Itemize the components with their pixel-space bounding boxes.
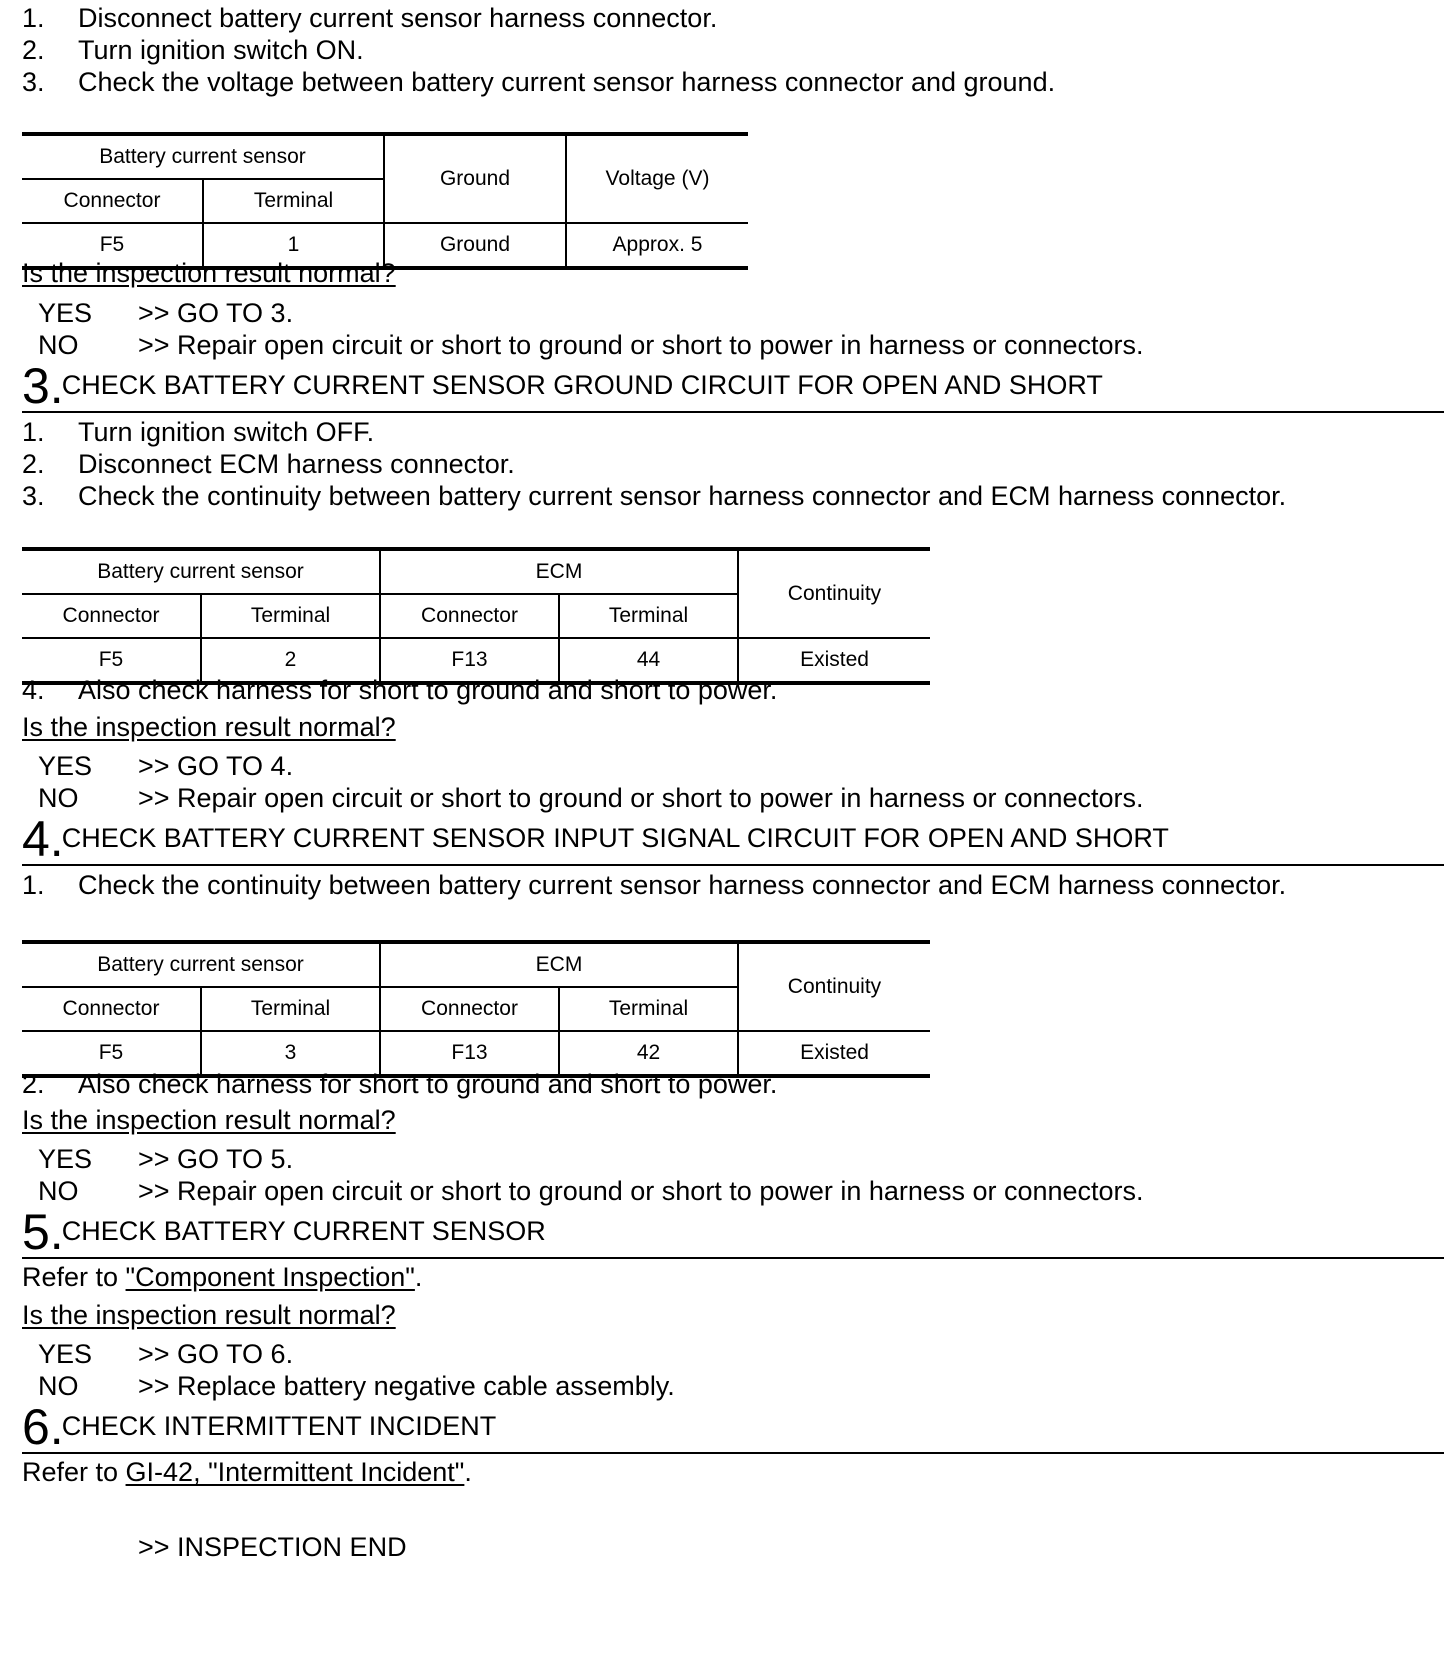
no-branch: NO >> Repair open circuit or short to ground or short to power in harness or connectors.: [38, 1176, 1144, 1206]
result-branches: [38, 1143, 1144, 1207]
table-cell: 2: [201, 638, 380, 683]
result-branches: [38, 1338, 675, 1402]
step2-instruction-list: [22, 2, 1055, 98]
voltage-check-table: [22, 132, 748, 270]
table-column-header: Terminal: [201, 594, 380, 638]
yes-branch: YES >> GO TO 4.: [38, 751, 294, 781]
table-column-header: Terminal: [559, 987, 738, 1031]
list-item: 1. Disconnect battery current sensor harness connector.: [22, 3, 718, 33]
step6-heading: [22, 1399, 1444, 1455]
table-cell: Existed: [738, 638, 930, 683]
step-title: CHECK BATTERY CURRENT SENSOR GROUND CIRCUIT FOR OPEN AND SHORT: [61, 370, 1103, 400]
table-column-header: Voltage (V): [566, 134, 748, 223]
list-item: 4. Also check harness for short to ground and short to power.: [22, 675, 778, 705]
table-column-header: Connector: [380, 987, 559, 1031]
ground-circuit-continuity-table: [22, 547, 930, 685]
step-number: 3.: [22, 358, 64, 414]
list-item: 3. Check the voltage between battery current sensor harness connector and ground.: [22, 67, 1056, 97]
table-cell: Existed: [738, 1031, 930, 1076]
list-item: 2. Disconnect ECM harness connector.: [22, 449, 515, 479]
no-branch: NO >> Repair open circuit or short to ground or short to power in harness or connectors.: [38, 783, 1144, 813]
table-cell: F5: [22, 223, 203, 268]
inspection-question: Is the inspection result normal?: [22, 1105, 396, 1135]
table-cell: Ground: [384, 223, 566, 268]
step3-heading: [22, 358, 1444, 414]
table-cell: F13: [380, 1031, 559, 1076]
no-branch: NO >> Replace battery negative cable assembly.: [38, 1371, 675, 1401]
table-cell: F13: [380, 638, 559, 683]
list-item: 3. Check the continuity between battery current sensor harness connector and ECM harness connector.: [22, 481, 1287, 511]
inspection-question: Is the inspection result normal?: [22, 1300, 396, 1330]
yes-branch: YES >> GO TO 3.: [38, 298, 294, 328]
table-cell: 3: [201, 1031, 380, 1076]
inspection-end: >> INSPECTION END: [138, 1532, 407, 1562]
step-number: 4.: [22, 811, 64, 867]
table-cell: F5: [22, 638, 201, 683]
table-header-row: [22, 134, 748, 179]
table-cell: Approx. 5: [566, 223, 748, 268]
table-cell: F5: [22, 1031, 201, 1076]
step5-heading: [22, 1204, 1444, 1260]
step3-instruction-list: [22, 416, 1286, 512]
table-column-header: Connector: [22, 987, 201, 1031]
table-column-header: Ground: [384, 134, 566, 223]
step3-followup-list: [22, 674, 777, 706]
table-header-row: [22, 549, 930, 594]
step-number: 6.: [22, 1399, 64, 1455]
component-inspection-link[interactable]: "Component Inspection": [125, 1262, 415, 1292]
table-group-header: Battery current sensor: [22, 549, 380, 594]
table-group-header: Battery current sensor: [22, 942, 380, 987]
input-signal-continuity-table: [22, 940, 930, 1078]
yes-branch: YES >> GO TO 5.: [38, 1144, 294, 1174]
reference-line: Refer to GI-42, "Intermittent Incident".: [22, 1457, 472, 1487]
inspection-question: Is the inspection result normal?: [22, 712, 396, 742]
step4-followup-list: [22, 1068, 777, 1100]
table-column-header: Continuity: [738, 549, 930, 638]
table-column-header: Terminal: [201, 987, 380, 1031]
table-cell: 1: [203, 223, 384, 268]
list-item: 2. Turn ignition switch ON.: [22, 35, 364, 65]
table-group-header: ECM: [380, 942, 738, 987]
step4-instruction-list: [22, 869, 1286, 901]
step-title: CHECK BATTERY CURRENT SENSOR: [61, 1216, 546, 1246]
table-header-row: [22, 942, 930, 987]
table-column-header: Connector: [380, 594, 559, 638]
table-cell: 44: [559, 638, 738, 683]
step-title: CHECK INTERMITTENT INCIDENT: [61, 1411, 497, 1441]
table-cell: 42: [559, 1031, 738, 1076]
reference-line: Refer to "Component Inspection".: [22, 1262, 423, 1292]
step4-heading: [22, 811, 1444, 867]
table-group-header: ECM: [380, 549, 738, 594]
table-column-header: Continuity: [738, 942, 930, 1031]
table-group-header: Battery current sensor: [22, 134, 384, 179]
step-number: 5.: [22, 1204, 64, 1260]
yes-branch: YES >> GO TO 6.: [38, 1339, 294, 1369]
inspection-question: Is the inspection result normal?: [22, 258, 396, 288]
table-column-header: Terminal: [203, 179, 384, 223]
table-column-header: Connector: [22, 179, 203, 223]
step-title: CHECK BATTERY CURRENT SENSOR INPUT SIGNAL CIRCUIT FOR OPEN AND SHORT: [61, 823, 1169, 853]
table-column-header: Terminal: [559, 594, 738, 638]
list-item: 2. Also check harness for short to ground and short to power.: [22, 1069, 778, 1099]
list-item: 1. Check the continuity between battery current sensor harness connector and ECM harness connector.: [22, 870, 1287, 900]
result-branches: [38, 750, 1144, 814]
no-branch: NO >> Repair open circuit or short to ground or short to power in harness or connectors.: [38, 330, 1144, 360]
intermittent-incident-link[interactable]: GI-42, "Intermittent Incident": [125, 1457, 465, 1487]
list-item: 1. Turn ignition switch OFF.: [22, 417, 375, 447]
result-branches: [38, 297, 1144, 361]
table-column-header: Connector: [22, 594, 201, 638]
